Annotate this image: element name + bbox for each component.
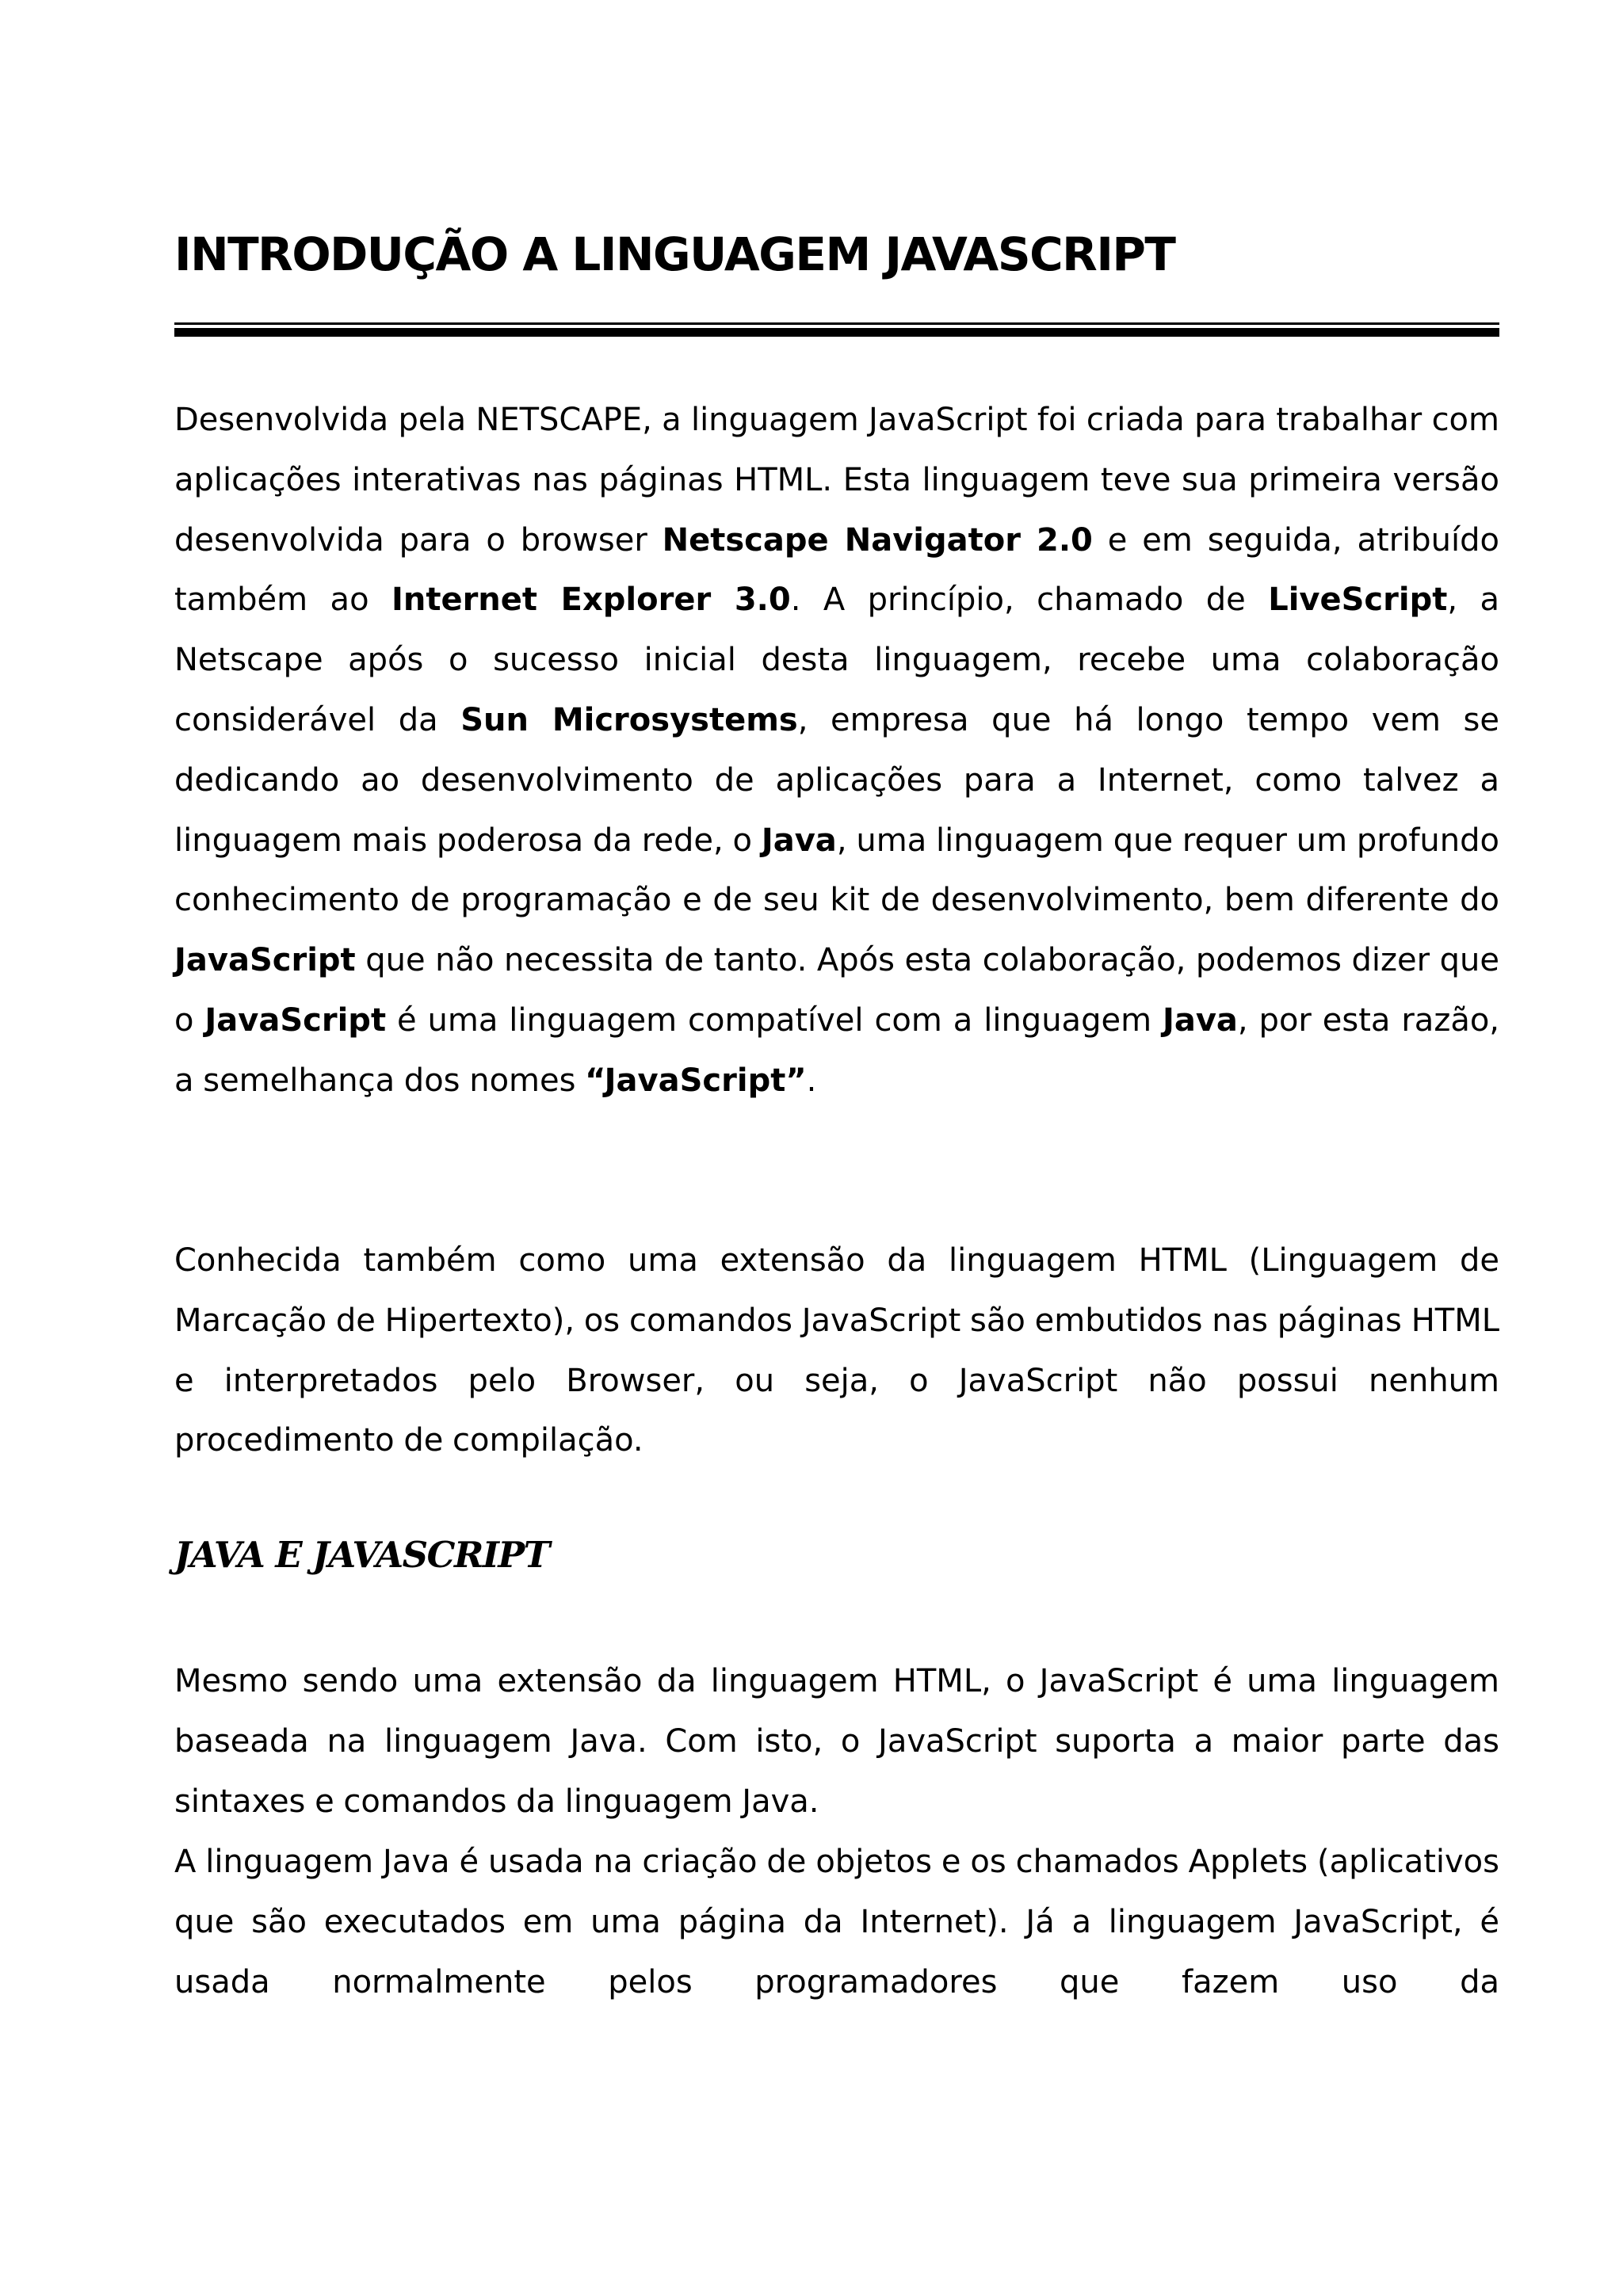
title-divider-thick [174, 328, 1499, 337]
emphasis-javascript-2: JavaScript [204, 1001, 387, 1039]
paragraph-java-base: Mesmo sendo uma extensão da linguagem HTML, o JavaScript é uma linguagem baseada na linguagem Java. Com isto, o JavaScript suporta a maior parte das sintaxes e comandos da linguagem Java. [174, 1663, 1499, 1820]
paragraph-intro-text-9: , por esta razão, a semelhança dos nomes [174, 1001, 1500, 1099]
title-divider-thin [174, 322, 1499, 325]
paragraph-intro-text-3: . A princípio, chamado de [790, 582, 1269, 619]
emphasis-internet-explorer: Internet Explorer 3.0 [391, 582, 791, 619]
page-title: INTRODUÇÃO A LINGUAGEM JAVASCRIPT [174, 227, 1175, 281]
emphasis-java-1: Java [761, 822, 837, 859]
paragraph-intro-text-6: , uma linguagem que requer um profundo conhecimento de programação e de seu kit de desenvolvimento, bem diferente do [174, 822, 1499, 919]
paragraph-intro-text-7: que não necessita de tanto. Após esta colaboração, podemos dizer que o [174, 942, 1499, 1039]
paragraph-intro-text-1: Desenvolvida pela NETSCAPE, a linguagem JavaScript foi criada para trabalhar com aplicações interativas nas páginas HTML. Esta linguagem teve sua primeira versão desenvolvida para o browser [174, 402, 1499, 559]
emphasis-javascript-quoted: “JavaScript” [585, 1062, 807, 1099]
emphasis-java-2: Java [1162, 1001, 1238, 1039]
paragraph-extension: Conhecida também como uma extensão da linguagem HTML (Linguagem de Marcação de Hipertexto), os comandos JavaScript são embutidos nas páginas HTML e interpretados pelo Browser, ou seja, o JavaScript não possui nenhum procedimento de compilação. [174, 1242, 1499, 1459]
paragraph-intro-text-4: , a Netscape após o sucesso inicial desta linguagem, recebe uma colaboração considerável da [174, 582, 1499, 738]
emphasis-javascript-1: JavaScript [174, 942, 356, 979]
paragraph-intro [174, 391, 1499, 1112]
paragraph-intro-text-5: , empresa que há longo tempo vem se dedicando ao desenvolvimento de aplicações para a Internet, como talvez a linguagem mais poderosa da rede, o [174, 701, 1500, 859]
paragraph-intro-text-10: . [806, 1062, 817, 1099]
emphasis-livescript: LiveScript [1268, 582, 1448, 619]
paragraph-java-applets: A linguagem Java é usada na criação de objetos e os chamados Applets (aplicativos que são executados em uma página da Internet). Já a linguagem JavaScript, é usada normalmente pelos programadores que fazem uso da [174, 1844, 1499, 2000]
emphasis-netscape-navigator: Netscape Navigator 2.0 [662, 521, 1093, 559]
emphasis-sun-microsystems: Sun Microsystems [460, 701, 798, 738]
section-heading-java-javascript: JAVA E JAVASCRIPT [174, 1534, 549, 1576]
paragraph-intro-text-8: é uma linguagem compatível com a linguagem [386, 1001, 1163, 1039]
paragraph-intro-text-2: e em seguida, atribuído também ao [174, 521, 1499, 619]
